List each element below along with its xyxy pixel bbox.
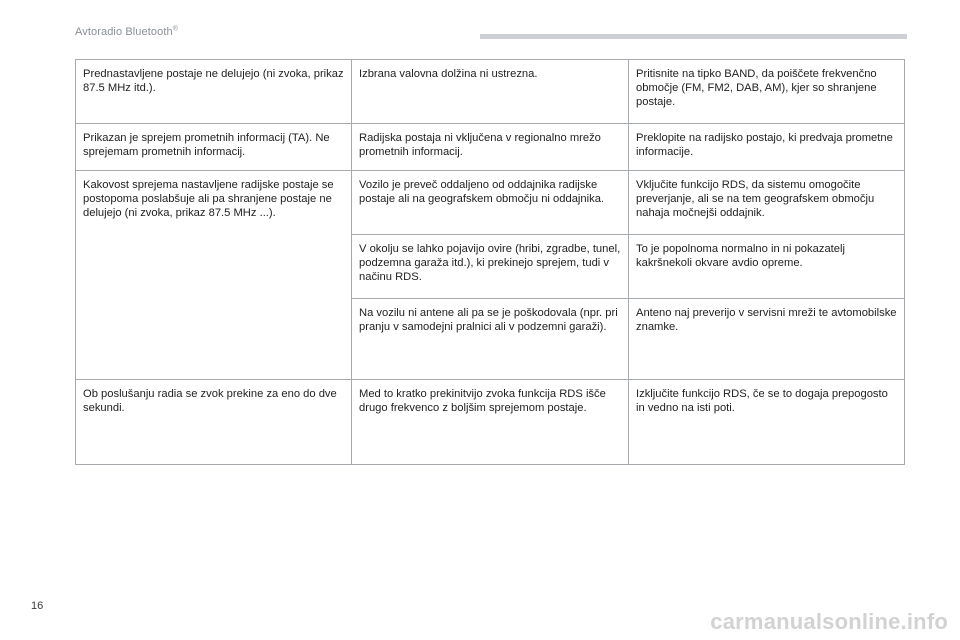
cause-cell: Na vozilu ni antene ali pa se je poškodovala (npr. pri pranju v samodejni pralnici ali v podzemni garaži). [352, 299, 629, 380]
solution-cell: Izključite funkcijo RDS, če se to dogaja prepogosto in vedno na isti poti. [629, 380, 905, 465]
problem-cell: Prednastavljene postaje ne delujejo (ni zvoka, prikaz 87.5 MHz itd.). [76, 60, 352, 124]
cause-cell: Izbrana valovna dolžina ni ustrezna. [352, 60, 629, 124]
cause-cell: Radijska postaja ni vključena v regionalno mrežo prometnih informacij. [352, 124, 629, 171]
solution-cell: Pritisnite na tipko BAND, da poiščete frekvenčno območje (FM, FM2, DAB, AM), kjer so shranjene postaje. [629, 60, 905, 124]
section-title-text: Avtoradio Bluetooth [75, 26, 173, 38]
table-row [76, 60, 905, 124]
problem-cell: Prikazan je sprejem prometnih informacij (TA). Ne sprejemam prometnih informacij. [76, 124, 352, 171]
trademark-symbol: ® [172, 25, 178, 33]
problem-cell: Ob poslušanju radia se zvok prekine za eno do dve sekundi. [76, 380, 352, 465]
problem-cell: Kakovost sprejema nastavljene radijske postaje se postopoma poslabšuje ali pa shranjene postaje ne delujejo (ni zvoka, prikaz 87.5 MHz ...). [76, 171, 352, 380]
table-row [76, 171, 905, 235]
solution-cell: Anteno naj preverijo v servisni mreži te avtomobilske znamke. [629, 299, 905, 380]
cause-cell: V okolju se lahko pojavijo ovire (hribi, zgradbe, tunel, podzemna garaža itd.), ki prekinejo sprejem, tudi v načinu RDS. [352, 235, 629, 299]
cause-cell: Vozilo je preveč oddaljeno od oddajnika radijske postaje ali na geografskem območju ni oddajnika. [352, 171, 629, 235]
page-number: 16 [31, 600, 44, 612]
header-rule [480, 34, 907, 39]
section-title [75, 26, 178, 38]
solution-cell: To je popolnoma normalno in ni pokazatelj kakršnekoli okvare avdio opreme. [629, 235, 905, 299]
cause-cell: Med to kratko prekinitvijo zvoka funkcija RDS išče drugo frekvenco z boljšim sprejemom postaje. [352, 380, 629, 465]
watermark: carmanualsonline.info [710, 609, 948, 634]
solution-cell: Preklopite na radijsko postajo, ki predvaja prometne informacije. [629, 124, 905, 171]
troubleshooting-table [75, 59, 905, 465]
table-row [76, 380, 905, 465]
table-row [76, 124, 905, 171]
solution-cell: Vključite funkcijo RDS, da sistemu omogočite preverjanje, ali se na tem geografskem območju nahaja močnejši oddajnik. [629, 171, 905, 235]
